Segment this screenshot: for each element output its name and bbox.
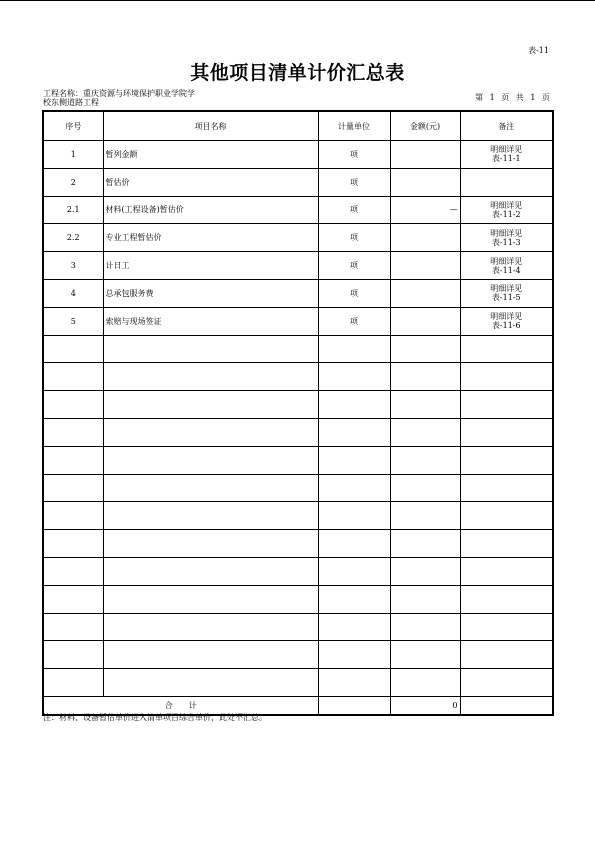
- table-row: [43, 141, 553, 169]
- empty-row: [43, 530, 553, 558]
- cell-item-name: 计日工: [103, 252, 318, 280]
- cell-item-name: 专业工程暂估价: [103, 224, 318, 252]
- empty-row: [43, 446, 553, 474]
- total-amount: 0: [390, 696, 460, 715]
- empty-row: [43, 391, 553, 419]
- remark-line-2: 表-11-2: [491, 209, 521, 219]
- cell-seq: 5: [43, 307, 103, 335]
- cell-item-name: 材料(工程设备)暂估价: [103, 196, 318, 224]
- remark-line-1: 明细详见: [490, 312, 523, 322]
- remark-line-1: 明细详见: [490, 284, 523, 294]
- empty-row: [43, 669, 553, 697]
- cell-amount: [390, 168, 460, 196]
- empty-row: [43, 418, 553, 446]
- header-remark: 备注: [460, 111, 553, 141]
- remark-line-2: 表-11-6: [491, 321, 521, 331]
- table-row: [43, 307, 553, 335]
- empty-row: [43, 474, 553, 502]
- table-row: [43, 224, 553, 252]
- cell-seq: 2.2: [43, 224, 103, 252]
- cell-unit: 项: [318, 168, 390, 196]
- cell-seq: 2: [43, 168, 103, 196]
- page-title: 其他项目清单计价汇总表: [190, 62, 405, 84]
- remark-line-2: 表-11-1: [491, 154, 521, 164]
- remark-line-1: 明细详见: [490, 200, 523, 210]
- cell-remark: [460, 224, 553, 252]
- cell-unit: 项: [318, 307, 390, 335]
- table-row: [43, 252, 553, 280]
- cell-amount: —: [390, 196, 460, 224]
- project-name-line-1: 工程名称：重庆资源与环境保护职业学院学: [43, 89, 195, 98]
- cell-unit: 项: [318, 279, 390, 307]
- project-name: [43, 89, 195, 107]
- cell-item-name: 索赔与现场签证: [103, 307, 318, 335]
- cell-unit: 项: [318, 252, 390, 280]
- cell-unit: 项: [318, 224, 390, 252]
- cell-unit: 项: [318, 141, 390, 169]
- header-amount: 金额(元): [390, 111, 460, 141]
- remark-line-1: 明细详见: [490, 228, 523, 238]
- table-header-row: [43, 111, 553, 141]
- cell-remark: [460, 168, 553, 196]
- cell-amount: [390, 224, 460, 252]
- cell-item-name: 总承包服务费: [103, 279, 318, 307]
- page-indicator: 第 1 页 共 1 页: [475, 93, 550, 102]
- empty-row: [43, 585, 553, 613]
- cell-item-name: 暂列金额: [103, 141, 318, 169]
- cell-amount: [390, 307, 460, 335]
- cell-remark: [460, 279, 553, 307]
- remark-line-2: 表-11-5: [491, 293, 521, 303]
- cell-seq: 1: [43, 141, 103, 169]
- project-name-line-2: 校东侧道路工程: [43, 98, 99, 107]
- summary-table: [42, 110, 554, 716]
- top-border-line: [0, 0, 595, 1]
- cell-remark: [460, 307, 553, 335]
- table-row: [43, 279, 553, 307]
- footnote: 注：材料、设备暂估单价进入清单项目综合单价，此处不汇总。: [43, 713, 267, 722]
- header-seq: 序号: [43, 111, 103, 141]
- cell-unit: 项: [318, 196, 390, 224]
- remark-line-1: 明细详见: [490, 256, 523, 266]
- cell-seq: 3: [43, 252, 103, 280]
- empty-row: [43, 557, 553, 585]
- remark-line-1: 明细详见: [490, 145, 523, 155]
- cell-item-name: 暂估价: [103, 168, 318, 196]
- cell-remark: [460, 141, 553, 169]
- table-row: [43, 168, 553, 196]
- table-row: [43, 196, 553, 224]
- empty-row: [43, 363, 553, 391]
- cell-amount: [390, 279, 460, 307]
- cell-seq: 4: [43, 279, 103, 307]
- remark-line-2: 表-11-3: [491, 237, 521, 247]
- header-unit: 计量单位: [318, 111, 390, 141]
- cell-amount: [390, 141, 460, 169]
- empty-row: [43, 613, 553, 641]
- form-number: 表-11: [528, 46, 549, 55]
- empty-row: [43, 335, 553, 363]
- cell-remark: [460, 252, 553, 280]
- cell-remark: [460, 196, 553, 224]
- total-label: 合 计: [43, 696, 318, 715]
- empty-row: [43, 641, 553, 669]
- header-item-name: 项目名称: [103, 111, 318, 141]
- cell-amount: [390, 252, 460, 280]
- remark-line-2: 表-11-4: [491, 265, 521, 275]
- cell-seq: 2.1: [43, 196, 103, 224]
- empty-row: [43, 502, 553, 530]
